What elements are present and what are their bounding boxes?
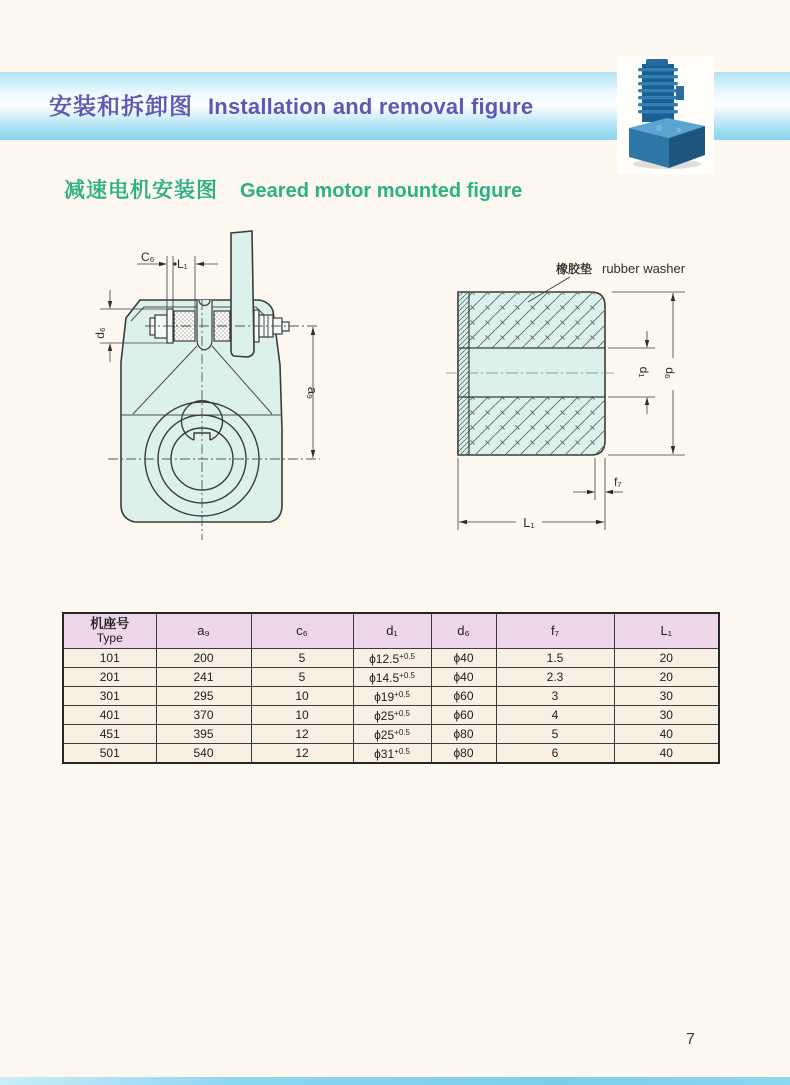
table-row: 401 370 10 $\phi 25^{+0.5}$ ϕ60 4 30 xyxy=(63,706,719,725)
dim-label-d1: d₁ xyxy=(637,366,651,378)
table-row: 451 395 12 $\phi 25^{+0.5}$ ϕ80 5 40 xyxy=(63,725,719,744)
dim-label-l1: L₁ xyxy=(177,257,188,271)
subtitle-en: Geared motor mounted figure xyxy=(240,180,523,202)
motor-photo xyxy=(617,56,714,174)
table-row: 501 540 12 $\phi 31^{+0.5}$ ϕ80 6 40 xyxy=(63,744,719,764)
rubber-washer-drawing xyxy=(420,240,720,540)
page-number: 7 xyxy=(686,1031,695,1048)
spec-table xyxy=(62,612,720,764)
col-header-type: 机座号 Type xyxy=(63,613,156,649)
table-row: 301 295 10 $\phi 19^{+0.5}$ ϕ60 3 30 xyxy=(63,687,719,706)
page-title xyxy=(49,88,533,121)
figure-geared-motor xyxy=(60,228,400,562)
washer-label-en: rubber washer xyxy=(602,261,686,276)
col-header-f7: f₇ xyxy=(496,613,614,649)
table-row: 201 241 5 $\phi 14.5^{+0.5}$ ϕ40 2.3 20 xyxy=(63,668,719,687)
col-header-l1: L₁ xyxy=(614,613,719,649)
spec-table-header xyxy=(63,613,719,649)
dim-label-f7: f₇ xyxy=(614,475,622,489)
subtitle-zh: 减速电机安装图 xyxy=(64,179,218,202)
figure-rubber-washer xyxy=(420,240,720,540)
page-title-zh: 安装和拆卸图 xyxy=(49,93,193,119)
hanger-bar xyxy=(231,231,254,357)
footer-bar xyxy=(0,1077,790,1085)
washer-label-zh: 橡胶垫 xyxy=(556,262,593,276)
dim-label-a9: a₉ xyxy=(305,386,320,400)
col-header-d6: d₆ xyxy=(431,613,496,649)
col-header-c6: c₆ xyxy=(251,613,353,649)
geared-motor-drawing xyxy=(60,228,400,562)
page-title-en: Installation and removal figure xyxy=(208,94,534,119)
col-header-a9: a₉ xyxy=(156,613,251,649)
table-row: 101 200 5 $\phi 12.5^{+0.5}$ ϕ40 1.5 20 xyxy=(63,649,719,668)
dim-label-c6: C₆ xyxy=(141,250,155,264)
motor-photo-drawing xyxy=(617,56,714,174)
section-subtitle xyxy=(64,174,522,204)
dim-label-d6: d₆ xyxy=(93,327,107,339)
dim-label-d6-right: d₆ xyxy=(663,367,677,379)
dim-label-l1-right: L₁ xyxy=(523,515,535,530)
col-header-d1: d₁ xyxy=(353,613,431,649)
